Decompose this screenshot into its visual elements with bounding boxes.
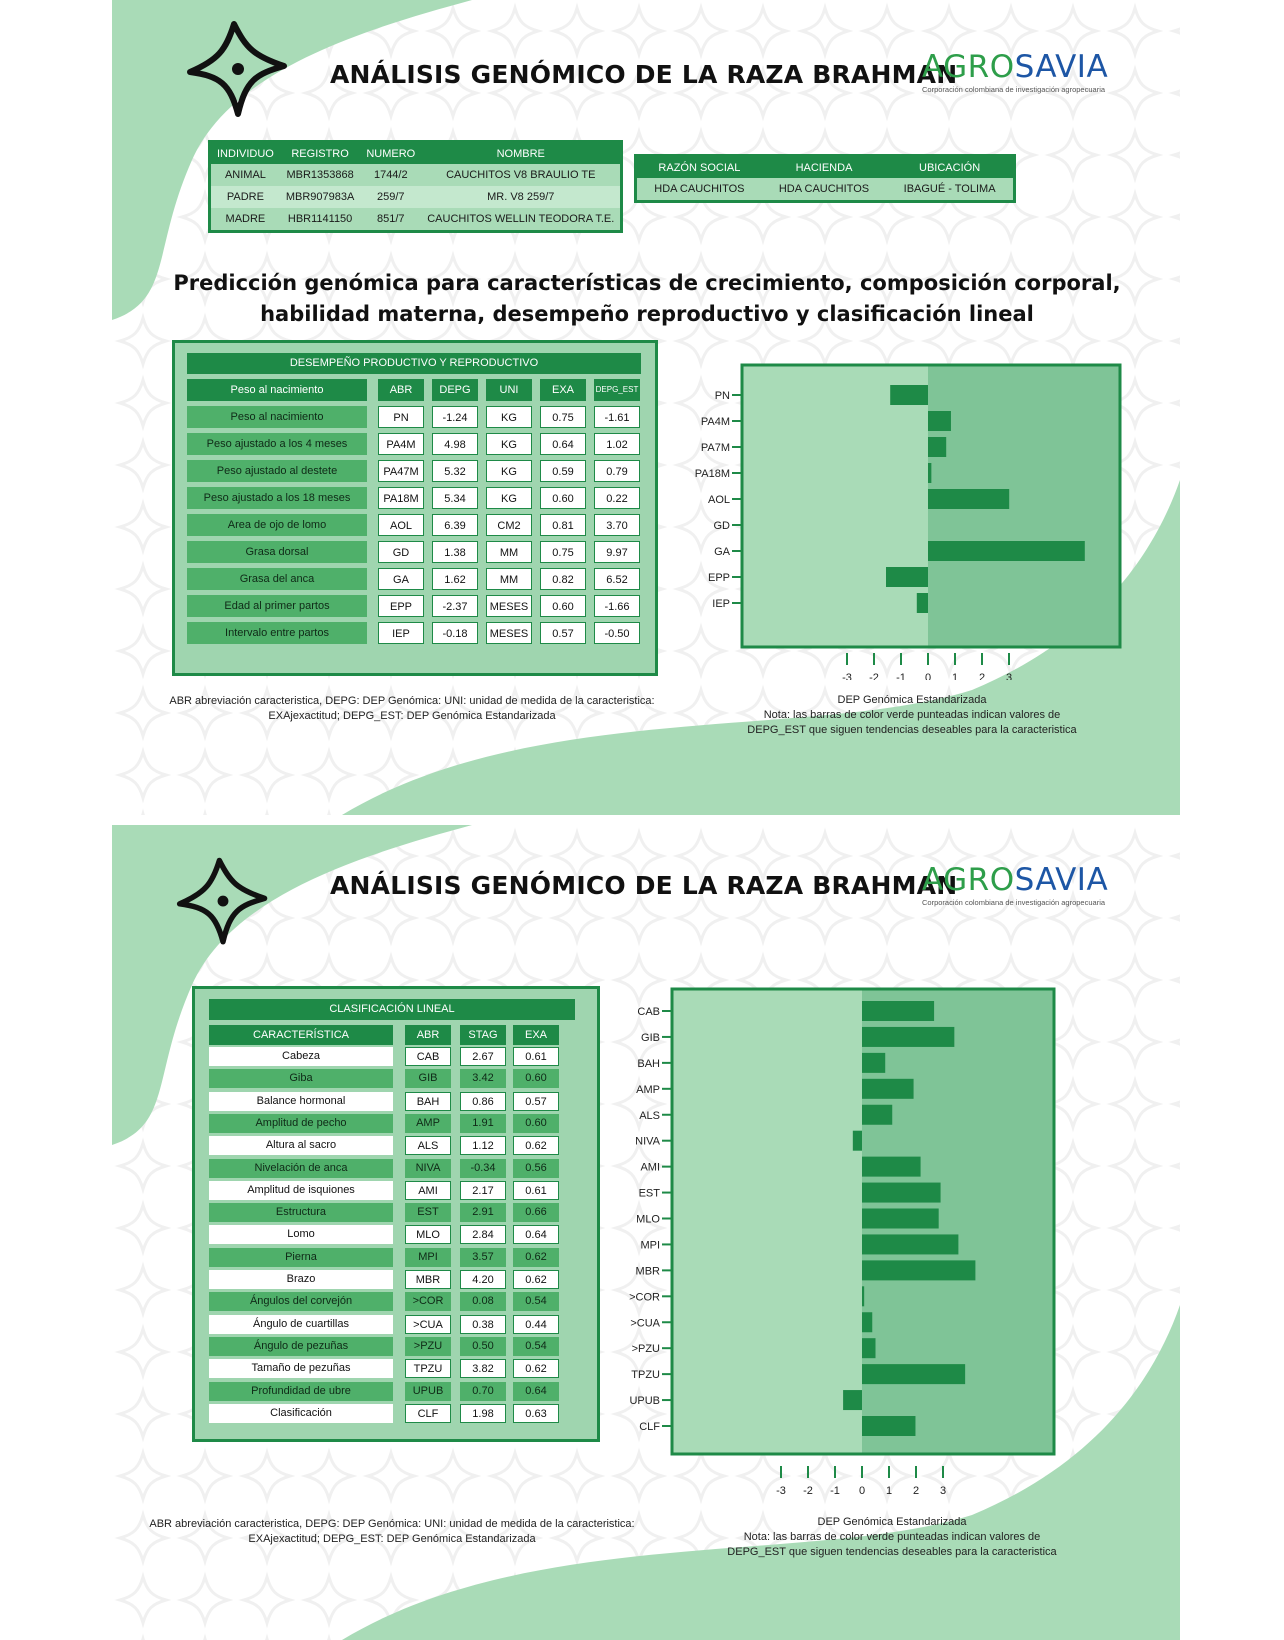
table-cell: 0.59: [540, 460, 586, 482]
y-tick-label: UPUB: [629, 1395, 660, 1408]
column-header: CARACTERÍSTICA: [209, 1025, 393, 1045]
column-header: DEPG_EST: [594, 379, 640, 401]
column-header: EXA: [540, 379, 586, 401]
bar: [862, 1312, 872, 1332]
bar: [928, 437, 946, 457]
table-cell: -2.37: [432, 595, 478, 617]
trait-name: Grasa dorsal: [187, 541, 367, 563]
farm-info-table: [634, 154, 1016, 203]
agrosavia-logo: [922, 863, 1122, 907]
table-cell: 6.39: [432, 514, 478, 536]
table-cell: GA: [378, 568, 424, 590]
table-cell: PA4M: [378, 433, 424, 455]
table-cell: 2.84: [460, 1225, 506, 1244]
trait-name: Pierna: [209, 1248, 393, 1267]
subtitle-line: Predicción genómica para características de crecimiento, composición corporal,: [173, 271, 1121, 295]
table-cell: -0.18: [432, 622, 478, 644]
table-cell: AOL: [378, 514, 424, 536]
table-cell: 0.64: [540, 433, 586, 455]
bar: [862, 1260, 975, 1280]
table-cell: >COR: [405, 1292, 451, 1311]
table-cell: 0.63: [513, 1404, 559, 1423]
col-header: UBICACIÓN: [886, 156, 1014, 179]
table-cell: 0.75: [540, 406, 586, 428]
bar: [928, 541, 1085, 561]
table-cell: 4.98: [432, 433, 478, 455]
column-header: ABR: [405, 1025, 451, 1045]
y-tick-label: GD: [713, 520, 730, 532]
bar: [890, 385, 928, 405]
cell: 851/7: [377, 213, 405, 225]
table-cell: 0.62: [513, 1248, 559, 1267]
table-cell: 0.86: [460, 1092, 506, 1111]
table-cell: 1.38: [432, 541, 478, 563]
table-cell: 0.61: [513, 1181, 559, 1200]
bar: [853, 1131, 862, 1151]
y-tick-label: PA7M: [700, 442, 730, 454]
trait-name: Area de ojo de lomo: [187, 514, 367, 536]
table-cell: KG: [486, 406, 532, 428]
table-row: [636, 178, 1015, 202]
table-cell: 0.56: [513, 1159, 559, 1178]
bar: [886, 567, 928, 587]
column-header: ABR: [378, 379, 424, 401]
table-cell: 0.66: [513, 1203, 559, 1222]
y-tick-label: ALS: [639, 1109, 660, 1122]
depg-bar-chart: [682, 360, 1122, 680]
y-tick-label: AOL: [707, 494, 730, 506]
y-tick-label: TPZU: [631, 1369, 660, 1382]
table-cell: -1.61: [594, 406, 640, 428]
trait-name: Peso ajustado a los 4 meses: [187, 433, 367, 455]
cell: IBAGUÉ - TOLIMA: [903, 183, 996, 195]
trait-name: Clasificación: [209, 1404, 393, 1423]
x-tick-label: -1: [830, 1485, 840, 1495]
table-cell: 0.54: [513, 1337, 559, 1356]
table-cell: 0.22: [594, 487, 640, 509]
y-tick-label: PA4M: [700, 416, 730, 428]
bar: [862, 1209, 939, 1229]
table-cell: GD: [378, 541, 424, 563]
table-cell: 3.42: [460, 1069, 506, 1088]
table-cell: 2.67: [460, 1047, 506, 1066]
col-header: HACIENDA: [762, 156, 886, 179]
y-tick-label: >CUA: [630, 1317, 660, 1330]
y-tick-label: PA18M: [694, 468, 730, 480]
cell: CAUCHITOS V8 BRAULIO TE: [446, 169, 596, 181]
bar: [862, 1157, 921, 1177]
x-tick-label: 0: [858, 1485, 866, 1495]
linear-bar-chart: [612, 985, 1082, 1495]
bar: [862, 1286, 864, 1306]
table-cell: CLF: [405, 1404, 451, 1423]
y-tick-label: AMP: [636, 1083, 660, 1096]
y-tick-label: >PZU: [631, 1343, 660, 1356]
trait-name: Cabeza: [209, 1047, 393, 1066]
brahman-star-logo: [174, 855, 272, 949]
table-cell: 0.62: [513, 1359, 559, 1378]
brand-name-part2: SAVIA: [1014, 862, 1109, 898]
y-tick-label: IEP: [712, 598, 730, 610]
y-tick-label: BAH: [637, 1057, 660, 1070]
animal-info-table: [208, 140, 623, 233]
cell: HDA CAUCHITOS: [778, 183, 870, 195]
cell: 1744/2: [373, 169, 408, 181]
table-cell: 0.60: [540, 595, 586, 617]
table-row: [210, 208, 622, 232]
bar: [917, 593, 928, 613]
col-header: NUMERO: [360, 142, 421, 165]
trait-name: Balance hormonal: [209, 1092, 393, 1111]
bar: [862, 1364, 965, 1384]
y-tick-label: PN: [714, 390, 730, 402]
y-tick-label: EST: [638, 1187, 660, 1200]
page-title: ANÁLISIS GENÓMICO DE LA RAZA BRAHMAN: [330, 871, 958, 900]
x-tick-label: -3: [776, 1485, 786, 1495]
report-page-1: [112, 0, 1180, 815]
table-cell: 1.62: [432, 568, 478, 590]
y-tick-label: EPP: [707, 572, 730, 584]
cell: MBR1353868: [286, 169, 354, 181]
bar: [862, 1001, 934, 1021]
bar: [862, 1105, 892, 1125]
chart-xlabel: DEP Genómica Estandarizada: [837, 694, 987, 706]
chart-note-line: DEPG_EST que siguen tendencias deseables para la caracteristica: [747, 724, 1077, 736]
table-cell: >CUA: [405, 1315, 451, 1334]
trait-name: Tamaño de pezuñas: [209, 1359, 393, 1378]
table-cell: 0.75: [540, 541, 586, 563]
x-tick-label: -3: [842, 672, 852, 680]
chart-footnote: [692, 1515, 1092, 1560]
column-header: Peso al nacimiento: [187, 379, 367, 401]
cell: PADRE: [210, 186, 280, 208]
table-cell: 1.91: [460, 1114, 506, 1133]
y-tick-label: AMI: [640, 1161, 660, 1174]
table-cell: >PZU: [405, 1337, 451, 1356]
table-cell: MPI: [405, 1248, 451, 1267]
col-header: RAZÓN SOCIAL: [636, 156, 762, 179]
table-cell: MESES: [486, 595, 532, 617]
table-cell: MBR: [405, 1270, 451, 1289]
bar: [862, 1338, 876, 1358]
table-cell: 0.60: [513, 1069, 559, 1088]
trait-name: Altura al sacro: [209, 1136, 393, 1155]
trait-name: Lomo: [209, 1225, 393, 1244]
col-header: REGISTRO: [280, 142, 361, 165]
cell: HDA CAUCHITOS: [654, 183, 745, 195]
trait-name: Edad al primer partos: [187, 595, 367, 617]
table-footnote: [162, 694, 662, 724]
table-cell: AMP: [405, 1114, 451, 1133]
footnote-line: EXAjexactitud; DEPG_EST: DEP Genómica Estandarizada: [268, 710, 556, 722]
table-row: [210, 164, 622, 186]
table-cell: TPZU: [405, 1359, 451, 1378]
table-cell: NIVA: [405, 1159, 451, 1178]
linear-table-title: CLASIFICACIÓN LINEAL: [209, 999, 575, 1020]
cell: MADRE: [225, 213, 266, 225]
x-tick-label: 3: [939, 1485, 947, 1495]
table-cell: 0.82: [540, 568, 586, 590]
x-tick-label: -2: [869, 672, 879, 680]
table-cell: PA47M: [378, 460, 424, 482]
table-cell: 0.64: [513, 1382, 559, 1401]
y-tick-label: CLF: [639, 1421, 660, 1433]
table-footnote: [142, 1517, 642, 1547]
x-tick-label: 2: [978, 672, 986, 680]
table-cell: 0.61: [513, 1047, 559, 1066]
table-cell: 0.81: [540, 514, 586, 536]
bar: [928, 463, 931, 483]
trait-name: Peso al nacimiento: [187, 406, 367, 428]
table-cell: 0.60: [540, 487, 586, 509]
brand-tagline: Corporación colombiana de investigación agropecuaria: [922, 85, 1106, 94]
bar: [862, 1079, 914, 1099]
table-row: [210, 186, 622, 208]
table-cell: 0.08: [460, 1292, 506, 1311]
table-cell: KG: [486, 487, 532, 509]
x-tick-label: 0: [924, 672, 932, 680]
agrosavia-logo: [922, 50, 1122, 94]
table-cell: AMI: [405, 1181, 451, 1200]
table-cell: 0.54: [513, 1292, 559, 1311]
chart-note-line: Nota: las barras de color verde punteadas indican valores de: [763, 709, 1061, 721]
footnote-line: EXAjexactitud; DEPG_EST: DEP Genómica Estandarizada: [248, 1533, 536, 1545]
bar: [928, 489, 1009, 509]
table-cell: MLO: [405, 1225, 451, 1244]
table-cell: -0.34: [460, 1159, 506, 1178]
cell: ANIMAL: [224, 169, 266, 181]
table-cell: 0.38: [460, 1315, 506, 1334]
trait-name: Peso ajustado al destete: [187, 460, 367, 482]
brand-name-part2: SAVIA: [1014, 49, 1109, 85]
table-cell: 3.70: [594, 514, 640, 536]
table-cell: 2.17: [460, 1181, 506, 1200]
table-cell: EPP: [378, 595, 424, 617]
table-cell: 5.34: [432, 487, 478, 509]
table-cell: MM: [486, 568, 532, 590]
trait-name: Amplitud de isquiones: [209, 1181, 393, 1200]
column-header: DEPG: [432, 379, 478, 401]
cell: HBR1141150: [287, 213, 353, 225]
cell: MBR907983A: [280, 186, 361, 208]
x-tick-label: 2: [912, 1485, 920, 1495]
table-cell: 0.60: [513, 1114, 559, 1133]
section-subtitle: [152, 268, 1142, 330]
trait-name: Amplitud de pecho: [209, 1114, 393, 1133]
y-tick-label: MLO: [636, 1213, 660, 1226]
trait-name: Nivelación de anca: [209, 1159, 393, 1178]
performance-table-panel: [172, 340, 658, 676]
table-cell: 0.64: [513, 1225, 559, 1244]
chart-note-line: DEPG_EST que siguen tendencias deseables para la caracteristica: [727, 1546, 1057, 1558]
table-cell: CM2: [486, 514, 532, 536]
bar: [862, 1416, 915, 1436]
table-cell: 9.97: [594, 541, 640, 563]
brand-tagline: Corporación colombiana de investigación agropecuaria: [922, 898, 1106, 907]
table-cell: 3.57: [460, 1248, 506, 1267]
linear-table-panel: [192, 986, 600, 1442]
chart-note-line: Nota: las barras de color verde punteadas indican valores de: [743, 1531, 1041, 1543]
column-header: EXA: [513, 1025, 559, 1045]
cell: MR. V8 259/7: [421, 186, 622, 208]
trait-name: Brazo: [209, 1270, 393, 1289]
x-tick-label: -2: [803, 1485, 813, 1495]
table-cell: ALS: [405, 1136, 451, 1155]
column-header: STAG: [460, 1025, 506, 1045]
trait-name: Estructura: [209, 1203, 393, 1222]
table-cell: KG: [486, 460, 532, 482]
table-cell: 5.32: [432, 460, 478, 482]
y-tick-label: >COR: [629, 1291, 660, 1304]
trait-name: Profundidad de ubre: [209, 1382, 393, 1401]
table-cell: 0.70: [460, 1382, 506, 1401]
table-cell: 2.91: [460, 1203, 506, 1222]
trait-name: Peso ajustado a los 18 meses: [187, 487, 367, 509]
table-cell: 3.82: [460, 1359, 506, 1378]
table-cell: 1.02: [594, 433, 640, 455]
col-header: NOMBRE: [421, 142, 622, 165]
x-tick-label: 1: [885, 1485, 893, 1495]
trait-name: Giba: [209, 1069, 393, 1088]
report-page-2: [112, 825, 1180, 1640]
bar: [862, 1234, 958, 1254]
chart-bg-negative: [742, 365, 928, 647]
table-cell: BAH: [405, 1092, 451, 1111]
table-cell: 0.57: [540, 622, 586, 644]
table-cell: 1.12: [460, 1136, 506, 1155]
table-cell: EST: [405, 1203, 451, 1222]
table-cell: PN: [378, 406, 424, 428]
bar: [862, 1027, 954, 1047]
trait-name: Ángulo de pezuñas: [209, 1337, 393, 1356]
table-cell: MESES: [486, 622, 532, 644]
table-cell: PA18M: [378, 487, 424, 509]
table-cell: -1.24: [432, 406, 478, 428]
col-header: INDIVIDUO: [210, 142, 280, 165]
y-tick-label: MPI: [640, 1239, 660, 1252]
footnote-line: ABR abreviación caracteristica, DEPG: DEP Genómica: UNI: unidad de medida de la caracteristica:: [149, 1518, 635, 1530]
table-cell: 4.20: [460, 1270, 506, 1289]
subtitle-line: habilidad materna, desempeño reproductivo y clasificación lineal: [260, 302, 1034, 326]
x-tick-label: -1: [896, 672, 906, 680]
x-tick-label: 1: [951, 672, 959, 680]
table-cell: 0.62: [513, 1136, 559, 1155]
table-cell: IEP: [378, 622, 424, 644]
table-cell: 0.57: [513, 1092, 559, 1111]
bar: [862, 1183, 941, 1203]
table-cell: KG: [486, 433, 532, 455]
chart-xlabel: DEP Genómica Estandarizada: [817, 1516, 967, 1528]
y-tick-label: GIB: [641, 1031, 660, 1044]
table-cell: 1.98: [460, 1404, 506, 1423]
chart-bg-negative: [672, 989, 862, 1454]
y-tick-label: MBR: [635, 1265, 660, 1278]
y-tick-label: CAB: [637, 1006, 660, 1018]
chart-footnote: [712, 693, 1112, 738]
column-header: UNI: [486, 379, 532, 401]
brahman-star-logo: [184, 18, 292, 122]
y-tick-label: GA: [714, 546, 730, 558]
trait-name: Ángulos del corvejón: [209, 1292, 393, 1311]
bar: [862, 1053, 885, 1073]
x-tick-label: 3: [1005, 672, 1013, 680]
cell: CAUCHITOS WELLIN TEODORA T.E.: [427, 213, 615, 225]
table-cell: MM: [486, 541, 532, 563]
bar: [928, 411, 951, 431]
table-cell: CAB: [405, 1047, 451, 1066]
table-cell: 0.62: [513, 1270, 559, 1289]
trait-name: Intervalo entre partos: [187, 622, 367, 644]
table-cell: 0.79: [594, 460, 640, 482]
table-cell: -1.66: [594, 595, 640, 617]
table-cell: 0.44: [513, 1315, 559, 1334]
table-cell: 6.52: [594, 568, 640, 590]
y-tick-label: NIVA: [635, 1135, 660, 1148]
table-cell: 0.50: [460, 1337, 506, 1356]
trait-name: Ángulo de cuartillas: [209, 1315, 393, 1334]
footnote-line: ABR abreviación caracteristica, DEPG: DEP Genómica: UNI: unidad de medida de la caracteristica:: [169, 695, 655, 707]
brand-name-part1: AGRO: [922, 49, 1015, 85]
bar: [843, 1390, 862, 1410]
performance-table-title: DESEMPEÑO PRODUCTIVO Y REPRODUCTIVO: [187, 353, 641, 374]
table-cell: GIB: [405, 1069, 451, 1088]
trait-name: Grasa del anca: [187, 568, 367, 590]
page-title: ANÁLISIS GENÓMICO DE LA RAZA BRAHMAN: [330, 60, 958, 89]
brand-name-part1: AGRO: [922, 862, 1015, 898]
table-cell: UPUB: [405, 1382, 451, 1401]
table-cell: -0.50: [594, 622, 640, 644]
cell: 259/7: [360, 186, 421, 208]
